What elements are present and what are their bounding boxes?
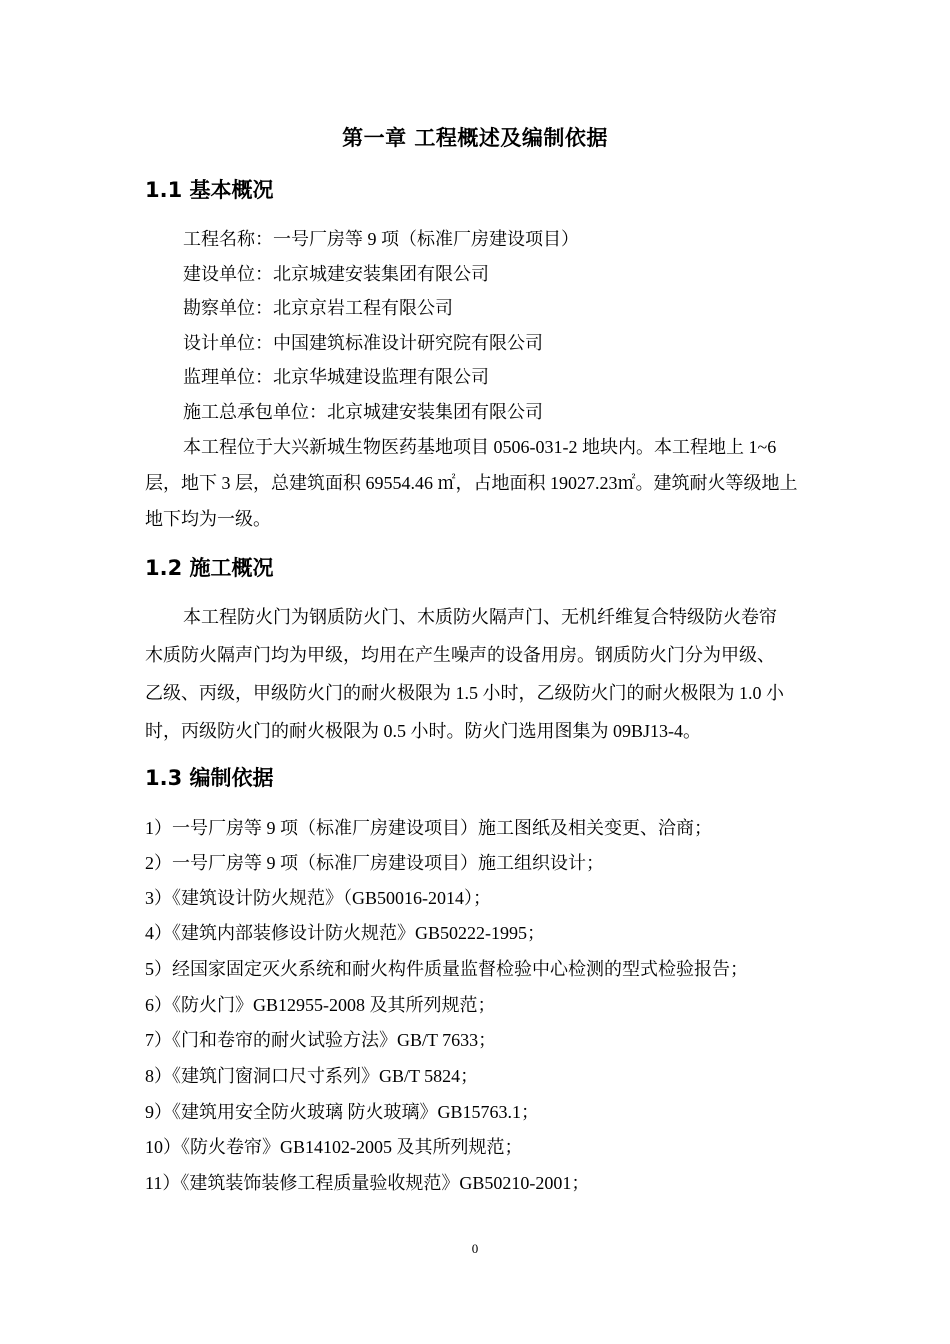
field-survey-unit: 勘察单位：北京京岩工程有限公司 bbox=[183, 298, 453, 318]
basis-item: 9）《建筑用安全防火玻璃 防火玻璃》GB15763.1； bbox=[145, 1102, 540, 1122]
section-heading-1-2: 1.2 施工概况 bbox=[145, 556, 274, 580]
overview-paragraph-line: 层，地下 3 层，总建筑面积 69554.46 ㎡，占地面积 19027.23㎡。建筑耐火等级地上 bbox=[145, 473, 798, 493]
basis-item: 6）《防火门》GB12955-2008 及其所列规范； bbox=[145, 995, 496, 1015]
page-number: 0 bbox=[471, 1241, 479, 1256]
field-project-name: 工程名称：一号厂房等 9 项（标准厂房建设项目） bbox=[183, 229, 579, 249]
basis-item: 5）经国家固定灭火系统和耐火构件质量监督检验中心检测的型式检验报告； bbox=[145, 959, 748, 979]
basis-item: 1）一号厂房等 9 项（标准厂房建设项目）施工图纸及相关变更、洽商； bbox=[145, 818, 712, 838]
section-heading-1-1: 1.1 基本概况 bbox=[145, 178, 274, 202]
basis-item: 11）《建筑装饰装修工程质量验收规范》GB50210-2001； bbox=[145, 1173, 590, 1193]
field-design-unit: 设计单位：中国建筑标准设计研究院有限公司 bbox=[183, 333, 543, 353]
basis-item: 8）《建筑门窗洞口尺寸系列》GB/T 5824； bbox=[145, 1066, 479, 1086]
basis-item: 7）《门和卷帘的耐火试验方法》GB/T 7633； bbox=[145, 1030, 497, 1050]
basis-item: 10）《防火卷帘》GB14102-2005 及其所列规范； bbox=[145, 1137, 523, 1157]
construction-paragraph-line: 本工程防火门为钢质防火门、木质防火隔声门、无机纤维复合特级防火卷帘 bbox=[183, 607, 777, 627]
chapter-title: 第一章 工程概述及编制依据 bbox=[342, 126, 608, 150]
basis-item: 3）《建筑设计防火规范》（GB50016-2014）； bbox=[145, 888, 491, 908]
basis-item: 2）一号厂房等 9 项（标准厂房建设项目）施工组织设计； bbox=[145, 853, 604, 873]
construction-paragraph-line: 木质防火隔声门均为甲级，均用在产生噪声的设备用房。钢质防火门分为甲级、 bbox=[145, 645, 775, 665]
field-supervision-unit: 监理单位：北京华城建设监理有限公司 bbox=[183, 367, 489, 387]
basis-item: 4）《建筑内部装修设计防火规范》GB50222-1995； bbox=[145, 923, 545, 943]
field-owner: 建设单位：北京城建安装集团有限公司 bbox=[183, 264, 489, 284]
construction-paragraph-line: 乙级、丙级，甲级防火门的耐火极限为 1.5 小时，乙级防火门的耐火极限为 1.0 小 bbox=[145, 683, 784, 703]
overview-paragraph-line: 地下均为一级。 bbox=[145, 509, 271, 529]
construction-paragraph-line: 时，丙级防火门的耐火极限为 0.5 小时。防火门选用图集为 09BJ13-4。 bbox=[145, 721, 702, 741]
section-heading-1-3: 1.3 编制依据 bbox=[145, 766, 274, 790]
field-general-contractor: 施工总承包单位：北京城建安装集团有限公司 bbox=[183, 402, 543, 422]
overview-paragraph-line: 本工程位于大兴新城生物医药基地项目 0506-031-2 地块内。本工程地上 1~6 bbox=[183, 437, 777, 457]
